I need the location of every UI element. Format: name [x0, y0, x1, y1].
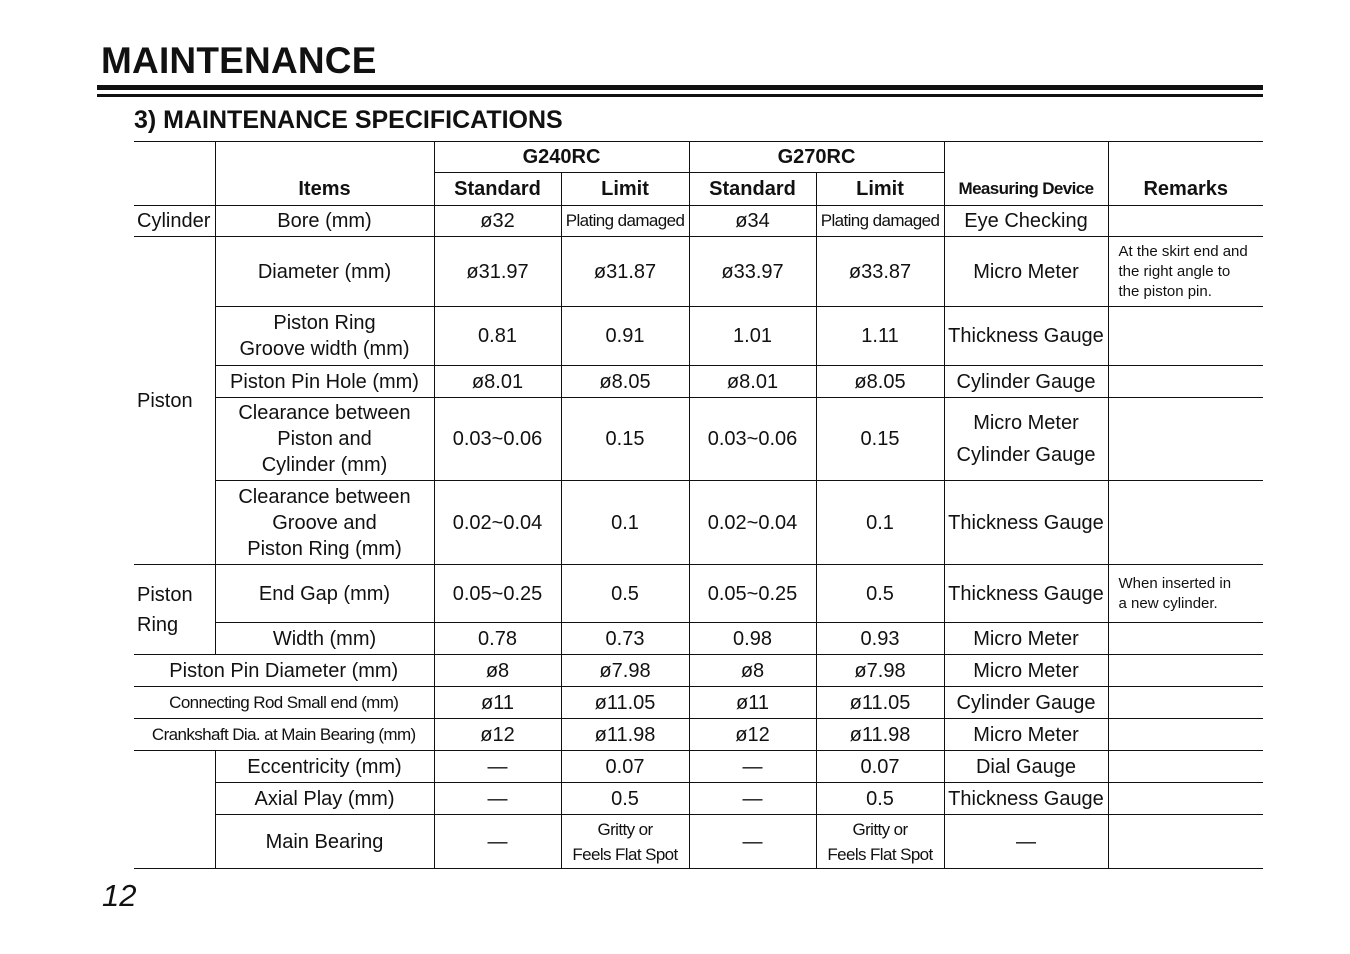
limit-cell: ø33.87 — [816, 237, 944, 307]
standard-cell: ø8.01 — [434, 366, 561, 398]
section-title: 3) MAINTENANCE SPECIFICATIONS — [134, 106, 563, 134]
limit-cell: ø7.98 — [561, 655, 689, 687]
remarks-cell: At the skirt end and the right angle to the piston pin. — [1108, 237, 1263, 307]
standard-cell: ø8.01 — [689, 366, 816, 398]
limit-cell: Gritty or Feels Flat Spot — [816, 815, 944, 869]
header-measuring-device: Measuring Device — [944, 142, 1108, 206]
limit-cell: 0.15 — [816, 398, 944, 481]
item-cell: Eccentricity (mm) — [215, 751, 434, 783]
standard-cell: — — [689, 783, 816, 815]
table-row — [134, 398, 1263, 481]
device-cell: Thickness Gauge — [944, 481, 1108, 565]
crankshaft-group-spacer — [134, 751, 215, 869]
standard-cell: 0.05~0.25 — [689, 565, 816, 623]
standard-cell: ø8 — [689, 655, 816, 687]
item-cell: Piston Pin Hole (mm) — [215, 366, 434, 398]
header-row-models — [134, 142, 1263, 173]
limit-cell: ø7.98 — [816, 655, 944, 687]
limit-cell: 0.73 — [561, 623, 689, 655]
limit-cell: ø11.98 — [561, 719, 689, 751]
table-row — [134, 719, 1263, 751]
remarks-cell — [1108, 366, 1263, 398]
limit-cell: 0.91 — [561, 307, 689, 366]
header-standard-g270rc: Standard — [689, 173, 816, 206]
device-cell: Thickness Gauge — [944, 307, 1108, 366]
title-rule-thick — [97, 85, 1263, 90]
standard-cell: 0.98 — [689, 623, 816, 655]
limit-cell: ø31.87 — [561, 237, 689, 307]
standard-cell: — — [689, 815, 816, 869]
table-row — [134, 751, 1263, 783]
header-model-g270rc: G270RC — [689, 142, 944, 173]
table-row — [134, 206, 1263, 237]
header-standard-g240rc: Standard — [434, 173, 561, 206]
table-row — [134, 655, 1263, 687]
remarks-cell — [1108, 206, 1263, 237]
device-cell: Micro Meter — [944, 623, 1108, 655]
item-cell: Width (mm) — [215, 623, 434, 655]
standard-cell: ø11 — [689, 687, 816, 719]
item-cell: Crankshaft Dia. at Main Bearing (mm) — [134, 719, 434, 751]
standard-cell: 0.03~0.06 — [689, 398, 816, 481]
limit-cell: 0.93 — [816, 623, 944, 655]
standard-cell: 0.02~0.04 — [689, 481, 816, 565]
table-row — [134, 815, 1263, 869]
device-cell: Thickness Gauge — [944, 565, 1108, 623]
device-cell: Cylinder Gauge — [944, 687, 1108, 719]
limit-cell: 0.1 — [561, 481, 689, 565]
standard-cell: 0.02~0.04 — [434, 481, 561, 565]
standard-cell: ø8 — [434, 655, 561, 687]
remarks-cell — [1108, 719, 1263, 751]
device-cell: — — [944, 815, 1108, 869]
header-corner — [134, 142, 215, 206]
limit-cell: 0.1 — [816, 481, 944, 565]
item-cell: End Gap (mm) — [215, 565, 434, 623]
standard-cell: 0.03~0.06 — [434, 398, 561, 481]
standard-cell: 0.05~0.25 — [434, 565, 561, 623]
header-limit-g240rc: Limit — [561, 173, 689, 206]
limit-cell: 0.15 — [561, 398, 689, 481]
group-piston-ring: Piston Ring — [134, 565, 215, 655]
table-row — [134, 366, 1263, 398]
standard-cell: ø31.97 — [434, 237, 561, 307]
remarks-cell — [1108, 398, 1263, 481]
item-cell: Diameter (mm) — [215, 237, 434, 307]
item-cell: Connecting Rod Small end (mm) — [134, 687, 434, 719]
standard-cell: ø11 — [434, 687, 561, 719]
device-cell: Micro Meter Cylinder Gauge — [944, 398, 1108, 481]
limit-cell: ø8.05 — [561, 366, 689, 398]
limit-cell: Gritty or Feels Flat Spot — [561, 815, 689, 869]
standard-cell: ø12 — [434, 719, 561, 751]
limit-cell: Plating damaged — [561, 206, 689, 237]
standard-cell: 0.81 — [434, 307, 561, 366]
standard-cell: — — [434, 783, 561, 815]
limit-cell: 1.11 — [816, 307, 944, 366]
remarks-cell — [1108, 623, 1263, 655]
remarks-cell: When inserted in a new cylinder. — [1108, 565, 1263, 623]
header-items: Items — [215, 142, 434, 206]
device-cell: Thickness Gauge — [944, 783, 1108, 815]
header-limit-g270rc: Limit — [816, 173, 944, 206]
remarks-cell — [1108, 655, 1263, 687]
item-cell: Main Bearing — [215, 815, 434, 869]
page-title: MAINTENANCE — [101, 40, 377, 81]
standard-cell: 1.01 — [689, 307, 816, 366]
remarks-cell — [1108, 783, 1263, 815]
item-cell: Axial Play (mm) — [215, 783, 434, 815]
limit-cell: ø8.05 — [816, 366, 944, 398]
table-row — [134, 687, 1263, 719]
title-rule-thin — [97, 94, 1263, 97]
standard-cell: — — [434, 751, 561, 783]
table-row — [134, 783, 1263, 815]
limit-cell: 0.5 — [561, 565, 689, 623]
device-cell: Dial Gauge — [944, 751, 1108, 783]
standard-cell: — — [689, 751, 816, 783]
limit-cell: ø11.98 — [816, 719, 944, 751]
remarks-cell — [1108, 751, 1263, 783]
standard-cell: — — [434, 815, 561, 869]
limit-cell: 0.5 — [816, 783, 944, 815]
table-row — [134, 237, 1263, 307]
standard-cell: 0.78 — [434, 623, 561, 655]
item-cell: Clearance between Piston and Cylinder (mm) — [215, 398, 434, 481]
table-row — [134, 307, 1263, 366]
remarks-cell — [1108, 815, 1263, 869]
limit-cell: 0.07 — [561, 751, 689, 783]
remarks-cell — [1108, 481, 1263, 565]
device-cell: Micro Meter — [944, 719, 1108, 751]
limit-cell: Plating damaged — [816, 206, 944, 237]
item-cell: Piston Pin Diameter (mm) — [134, 655, 434, 687]
group-cylinder: Cylinder — [134, 206, 215, 237]
limit-cell: ø11.05 — [561, 687, 689, 719]
standard-cell: ø34 — [689, 206, 816, 237]
device-cell: Micro Meter — [944, 237, 1108, 307]
maintenance-spec-table — [134, 141, 1263, 869]
group-piston: Piston — [134, 237, 215, 565]
limit-cell: 0.5 — [561, 783, 689, 815]
table-row — [134, 565, 1263, 623]
limit-cell: 0.07 — [816, 751, 944, 783]
header-remarks: Remarks — [1108, 142, 1263, 206]
table-row — [134, 623, 1263, 655]
limit-cell: ø11.05 — [816, 687, 944, 719]
standard-cell: ø33.97 — [689, 237, 816, 307]
device-cell: Cylinder Gauge — [944, 366, 1108, 398]
remarks-cell — [1108, 687, 1263, 719]
standard-cell: ø32 — [434, 206, 561, 237]
item-cell: Clearance between Groove and Piston Ring (mm) — [215, 481, 434, 565]
item-cell: Bore (mm) — [215, 206, 434, 237]
remarks-cell — [1108, 307, 1263, 366]
device-cell: Micro Meter — [944, 655, 1108, 687]
item-cell: Piston Ring Groove width (mm) — [215, 307, 434, 366]
table-row — [134, 481, 1263, 565]
standard-cell: ø12 — [689, 719, 816, 751]
header-model-g240rc: G240RC — [434, 142, 689, 173]
limit-cell: 0.5 — [816, 565, 944, 623]
page-number: 12 — [102, 878, 137, 913]
device-cell: Eye Checking — [944, 206, 1108, 237]
